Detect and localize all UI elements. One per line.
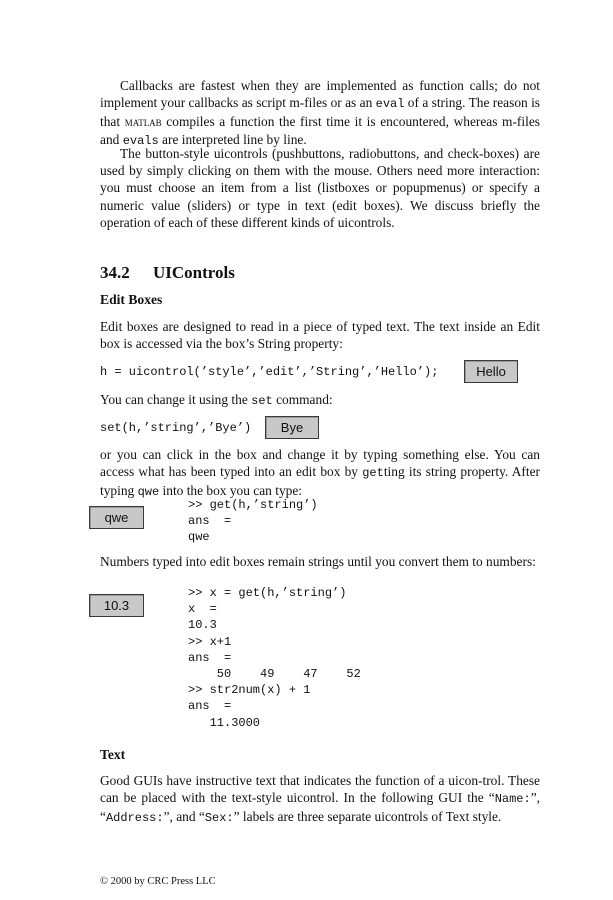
edit-box-hello[interactable]: Hello — [464, 360, 518, 383]
subheading-edit-boxes: Edit Boxes — [100, 292, 163, 307]
text-segment: Good GUIs have instructive text that indicates the function of a uicon-trol. These can be placed with the text-style uicontrol. In the following GUI the “ — [100, 773, 540, 806]
code-str2num: >> x = get(h,’string’) x = 10.3 >> x+1 ans = 50 49 47 52 >> str2num(x) + 1 ans = 11.3000 — [188, 586, 361, 730]
paragraph-set — [100, 391, 540, 410]
inline-code-address: Address: — [105, 811, 164, 826]
paragraph-edit-intro: Edit boxes are designed to read in a piece of typed text. The text inside an Edit box is accessed via the box’s String property: — [100, 319, 540, 352]
text-segment: Callbacks are fastest when they are implemented as function calls; do not implement your callbacks as script m-files or as an — [100, 78, 540, 111]
text-segment: ”, and “ — [163, 809, 205, 825]
edit-box-bye[interactable]: Bye — [265, 416, 319, 439]
inline-code-get: get — [362, 466, 384, 481]
paragraph-numbers: Numbers typed into edit boxes remain strings until you convert them to numbers: — [100, 554, 536, 569]
edit-box-qwe[interactable]: qwe — [89, 506, 144, 529]
inline-code-eval: eval — [375, 97, 405, 112]
paragraph-button-style: The button-style uicontrols (pushbuttons, radiobuttons, and check-boxes) are used by simply clicking on them with the mouse. Others need more interaction: you must choose an item from a list (listboxes or popupmenus) or specify a numeric value (sliders) or type in text (edit boxes). We discuss briefly the operation of each of these different kinds of uicontrols. — [100, 146, 540, 230]
text-segment: ”, “ — [100, 790, 540, 825]
inline-code-name: Name: — [494, 792, 531, 807]
paragraph-get-string — [100, 446, 540, 502]
edit-box-10-3[interactable]: 10.3 — [89, 594, 144, 617]
subheading-text: Text — [100, 747, 126, 762]
inline-code-qwe: qwe — [137, 485, 160, 500]
matlab-smallcaps: matlab — [124, 114, 162, 130]
code-get-string: >> get(h,’string’) ans = qwe — [188, 498, 318, 545]
paragraph-text-uicontrols — [100, 772, 540, 828]
section-heading — [100, 263, 235, 283]
text-segment: of a string. The reason is that — [100, 95, 540, 130]
inline-code-set: set — [251, 394, 273, 408]
copyright-footer: © 2000 by CRC Press LLC — [100, 876, 216, 887]
text-segment: are interpreted line by line. — [158, 131, 307, 147]
text-segment: ting its string property. After typing — [100, 464, 540, 499]
text-segment: command: — [272, 392, 333, 407]
section-title: UIControls — [153, 263, 235, 282]
text-segment: or you can click in the box and change it by typing something else. You can access what has been typed into an edit box by — [100, 447, 540, 480]
code-uicontrol: h = uicontrol(’style’,’edit’,’String’,’Hello’); — [100, 365, 439, 379]
text-segment: compiles a function the first time it is encountered, whereas m-files and — [100, 114, 540, 147]
text-segment: ” labels are three separate uicontrols of Text style. — [233, 809, 502, 825]
inline-code-sex: Sex: — [204, 811, 234, 826]
inline-code-evals: evals — [122, 133, 159, 148]
text-segment: into the box you can type: — [159, 483, 302, 499]
code-set-string: set(h,’string’,’Bye’) — [100, 421, 252, 435]
text-segment: You can change it using the — [100, 392, 252, 407]
paragraph-callbacks — [100, 77, 540, 150]
section-number: 34.2 — [100, 263, 130, 282]
